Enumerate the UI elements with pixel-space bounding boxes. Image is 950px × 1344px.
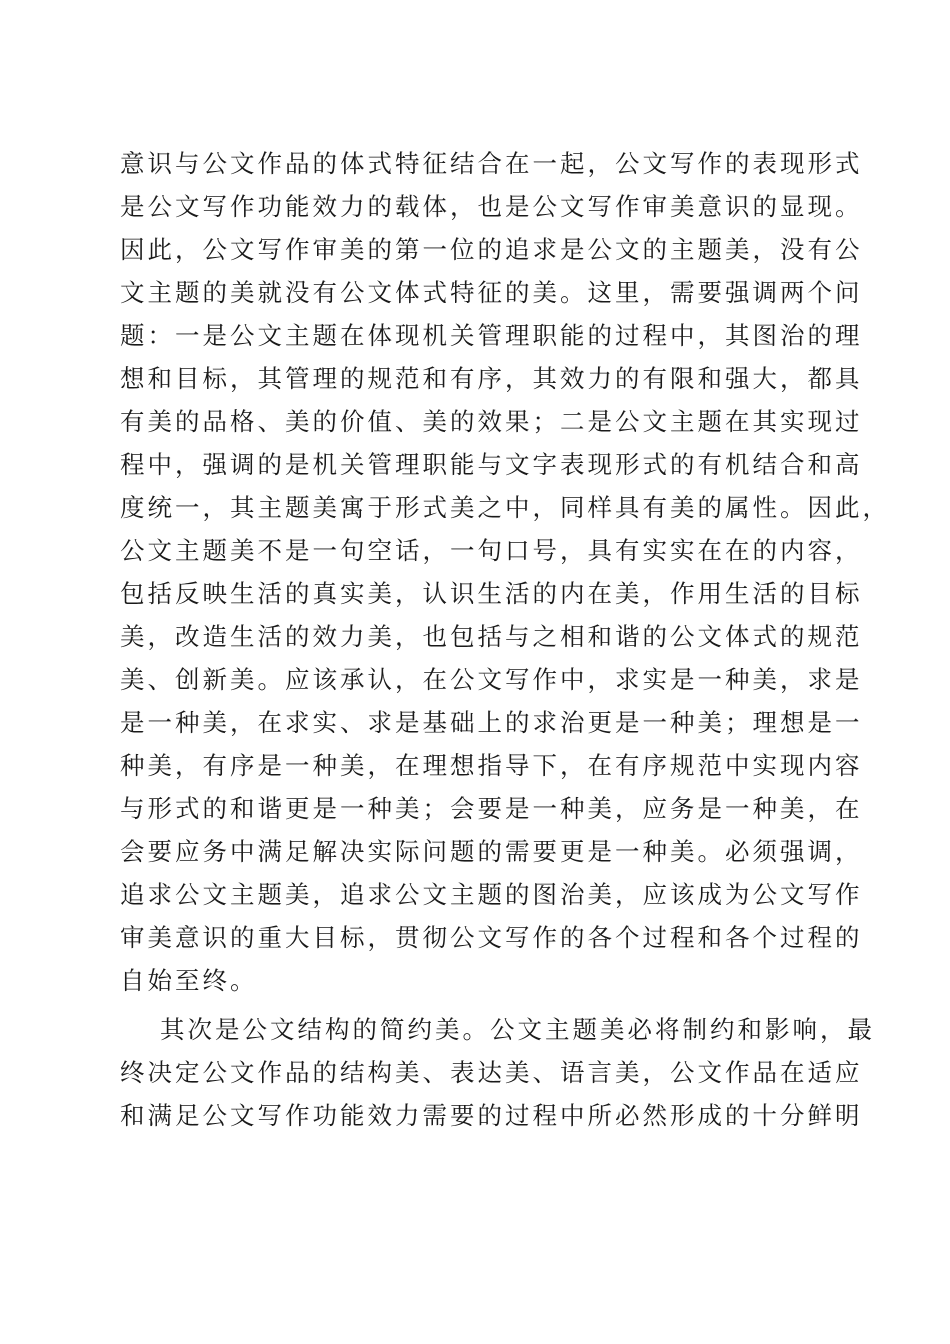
paragraph-1-line: 与形式的和谐更是一种美；会要是一种美，应务是一种美，在 xyxy=(120,794,863,823)
paragraph-1-line: 追求公文主题美，追求公文主题的图治美，应该成为公文写作 xyxy=(120,880,863,909)
paragraph-1-line: 度统一，其主题美寓于形式美之中，同样具有美的属性。因此， xyxy=(120,493,890,522)
paragraph-1-line: 因此，公文写作审美的第一位的追求是公文的主题美，没有公 xyxy=(120,235,863,264)
paragraph-1-line: 美，改造生活的效力美，也包括与之相和谐的公文体式的规范 xyxy=(120,622,863,651)
paragraph-1-line: 题：一是公文主题在体现机关管理职能的过程中，其图治的理 xyxy=(120,321,863,350)
paragraph-2-first-line: 其次是公文结构的简约美。公文主题美必将制约和影响，最 xyxy=(160,1015,875,1044)
paragraph-1-line: 包括反映生活的真实美，认识生活的内在美，作用生活的目标 xyxy=(120,579,863,608)
body-text xyxy=(120,142,890,1137)
paragraph-1-line: 种美，有序是一种美，在理想指导下，在有序规范中实现内容 xyxy=(120,751,863,780)
paragraph-1-line: 审美意识的重大目标，贯彻公文写作的各个过程和各个过程的 xyxy=(120,923,863,952)
paragraph-2-line: 和满足公文写作功能效力需要的过程中所必然形成的十分鲜明 xyxy=(120,1101,863,1130)
paragraph-1-line: 想和目标，其管理的规范和有序，其效力的有限和强大，都具 xyxy=(120,364,863,393)
paragraph-1-line: 有美的品格、美的价值、美的效果；二是公文主题在其实现过 xyxy=(120,407,863,436)
paragraph-1-line: 是一种美，在求实、求是基础上的求治更是一种美；理想是一 xyxy=(120,708,863,737)
paragraph-1-line: 公文主题美不是一句空话，一句口号，具有实实在在的内容， xyxy=(120,536,863,565)
paragraph-1-line: 程中，强调的是机关管理职能与文字表现形式的有机结合和高 xyxy=(120,450,863,479)
paragraph-1-line: 美、创新美。应该承认，在公文写作中，求实是一种美，求是 xyxy=(120,665,863,694)
paragraph-1-line: 会要应务中满足解决实际问题的需要更是一种美。必须强调， xyxy=(120,837,863,866)
paragraph-2-line: 终决定公文作品的结构美、表达美、语言美，公文作品在适应 xyxy=(120,1058,863,1087)
paragraph-1-line: 是公文写作功能效力的载体，也是公文写作审美意识的显现。 xyxy=(120,192,863,221)
paragraph-1-last-line: 自始至终。 xyxy=(120,966,258,995)
paragraph-1-line: 意识与公文作品的体式特征结合在一起，公文写作的表现形式 xyxy=(120,149,863,178)
paragraph-1-line: 文主题的美就没有公文体式特征的美。这里，需要强调两个问 xyxy=(120,278,863,307)
